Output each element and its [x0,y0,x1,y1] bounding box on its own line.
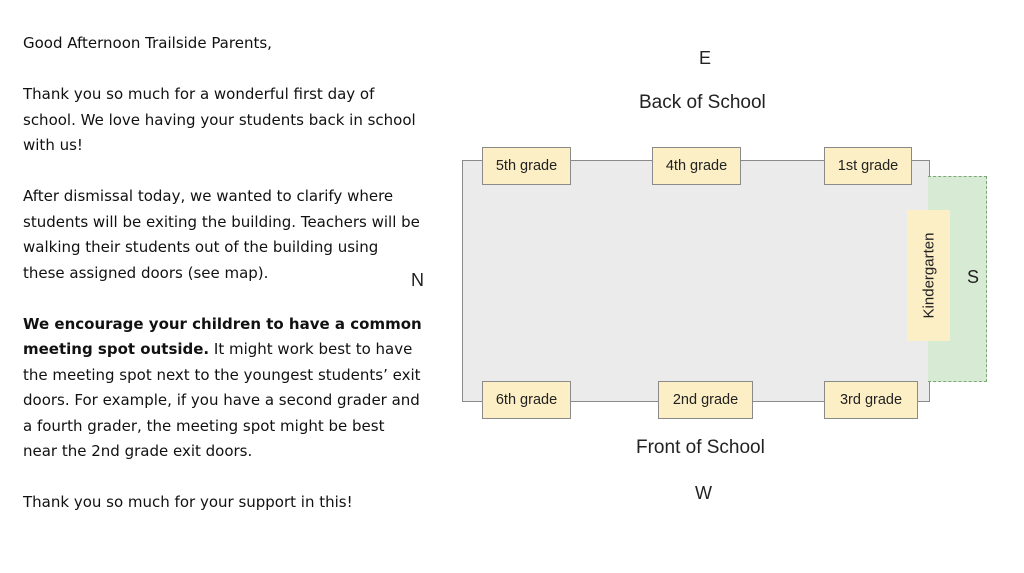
front-of-school-label: Front of School [636,437,765,458]
door-kindergarten [907,210,950,341]
compass-north: N [411,270,424,290]
letter-closing: Thank you so much for your support in this! [23,493,353,511]
letter-paragraph-2: After dismissal today, we wanted to clarify where students will be exiting the building. Teachers will be walking their students out of the building using these assigned doors (see map). [23,187,420,282]
compass-south: S [967,267,980,287]
letter-paragraph-3-rest: It might work best to have the meeting spot next to the youngest students’ exit doors. For example, if you have a second grader and a fourth grader, the meeting spot might be best near the 2nd grade exit doors. [23,340,421,460]
back-of-school-label: Back of School [639,92,766,113]
door-5th-grade: 5th grade [482,147,571,185]
door-3rd-grade: 3rd grade [824,381,918,419]
door-4th-grade: 4th grade [652,147,741,185]
letter-paragraph-1: Thank you so much for a wonderful first day of school. We love having your students back in school with us! [23,85,416,154]
door-6th-grade: 6th grade [482,381,571,419]
compass-west: W [695,483,712,503]
letter-emphasis: We encourage your children to have a common meeting spot outside. [23,314,422,358]
kindergarten-label: Kindergarten [920,232,937,319]
letter-greeting: Good Afternoon Trailside Parents, [23,34,272,52]
school-building [462,160,930,402]
door-1st-grade: 1st grade [824,147,912,185]
compass-east: E [699,48,712,68]
door-2nd-grade: 2nd grade [658,381,753,419]
